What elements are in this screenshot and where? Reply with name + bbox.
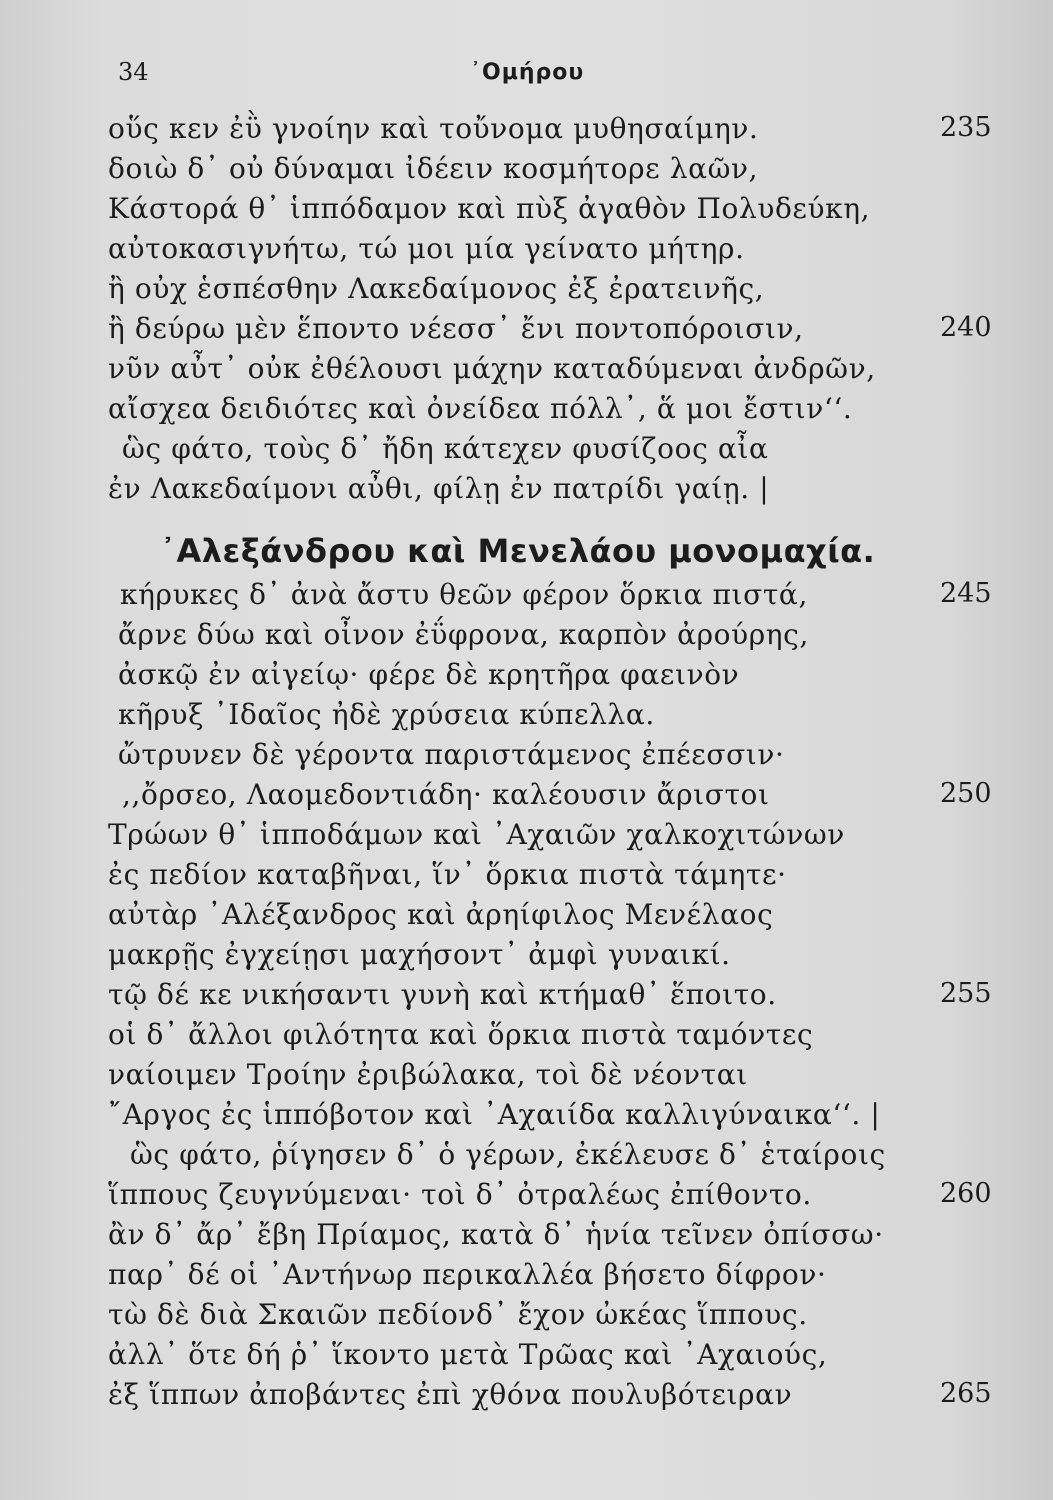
page-number: 34 xyxy=(118,58,149,86)
verse-text: ἀλλ᾽ ὅτε δή ῥ᾽ ἵκοντο μετὰ Τρῶας καὶ ᾽Αχαιούς, xyxy=(108,1338,828,1371)
verse-line xyxy=(0,192,1053,232)
verse-text: Κάστορά θ᾽ ἱππόδαμον καὶ πὺξ ἀγαθὸν Πολυδεύκη, xyxy=(108,192,871,225)
verse-text: ῎Αργος ἐς ἱππόβοτον καὶ ᾽Αχαιίδα καλλιγύναικα‘‘. | xyxy=(108,1098,881,1131)
verse-line xyxy=(0,112,1053,152)
verse-line xyxy=(0,1218,1053,1258)
verse-text: κήρυκες δ᾽ ἀνὰ ἄστυ θεῶν φέρον ὅρκια πιστά, xyxy=(120,578,808,611)
verse-line xyxy=(0,352,1053,392)
verse-text: οὕς κεν ἐῢ γνοίην καὶ τοὔνομα μυθησαίμην. xyxy=(108,112,759,145)
verse-text: τῷ δέ κε νικήσαντι γυνὴ καὶ κτήμαθ᾽ ἕποιτο. xyxy=(108,978,777,1011)
line-number: 260 xyxy=(940,1178,992,1209)
verse-line xyxy=(0,578,1053,618)
verse-line xyxy=(0,618,1053,658)
verse-line xyxy=(0,312,1053,352)
verse-line xyxy=(0,818,1053,858)
verse-line xyxy=(0,938,1053,978)
verse-text: ναίοιμεν Τροίην ἐριβώλακα, τοὶ δὲ νέονται xyxy=(108,1058,748,1091)
verse-text: ἀσκῷ ἐν αἰγείῳ· φέρε δὲ κρητῆρα φαεινὸν xyxy=(118,658,740,691)
verse-text: ὣς φάτο, ῥίγησεν δ᾽ ὁ γέρων, ἐκέλευσε δ᾽ ἑταίροις xyxy=(130,1138,886,1171)
verse-line xyxy=(0,1138,1053,1178)
verse-text: ὤτρυνεν δὲ γέροντα παριστάμενος ἐπέεσσιν· xyxy=(118,738,785,771)
verse-text: αὐτὰρ ᾽Αλέξανδρος καὶ ἀρηίφιλος Μενέλαος xyxy=(108,898,774,931)
verse-text: ὣς φάτο, τοὺς δ᾽ ἤδη κάτεχεν φυσίζοος αἶα xyxy=(122,432,769,465)
verse-line xyxy=(0,778,1053,818)
verse-text: ἐς πεδίον καταβῆναι, ἵν᾽ ὅρκια πιστὰ τάμητε· xyxy=(108,858,787,891)
verse-line xyxy=(0,1298,1053,1338)
line-number: 255 xyxy=(940,978,992,1009)
section-heading: ᾽Αλεξάνδρου καὶ Μενελάου μονομαχία. xyxy=(160,532,876,570)
verse-line xyxy=(0,1378,1053,1418)
verse-line xyxy=(0,472,1053,512)
verse-line xyxy=(0,1258,1053,1298)
verse-line xyxy=(0,698,1053,738)
verse-text: κῆρυξ ᾽Ιδαῖος ἠδὲ χρύσεια κύπελλα. xyxy=(118,698,655,731)
verse-text: ἄρνε δύω καὶ οἶνον ἐΰφρονα, καρπὸν ἀρούρης, xyxy=(118,618,809,651)
line-number: 245 xyxy=(940,578,992,609)
verse-line xyxy=(0,1338,1053,1378)
verse-line xyxy=(0,1178,1053,1218)
verse-text: ἂν δ᾽ ἄρ᾽ ἔβη Πρίαμος, κατὰ δ᾽ ἡνία τεῖνεν ὀπίσσω· xyxy=(108,1218,884,1251)
line-number: 265 xyxy=(940,1378,992,1409)
verse-text: μακρῇς ἐγχείῃσι μαχήσοντ᾽ ἀμφὶ γυναικί. xyxy=(108,938,731,971)
line-number: 235 xyxy=(940,112,992,143)
verse-text: δοιὼ δ᾽ οὐ δύναμαι ἰδέειν κοσμήτορε λαῶν, xyxy=(108,152,759,185)
verse-line xyxy=(0,738,1053,778)
verse-line xyxy=(0,1058,1053,1098)
verse-text: ἢ οὐχ ἑσπέσθην Λακεδαίμονος ἐξ ἐρατεινῆς, xyxy=(108,272,765,305)
verse-text: ἢ δεύρω μὲν ἕποντο νέεσσ᾽ ἔνι ποντοπόροισιν, xyxy=(108,312,804,345)
verse-text: ἐν Λακεδαίμονι αὖθι, φίλῃ ἐν πατρίδι γαίῃ. | xyxy=(108,472,770,505)
verse-line xyxy=(0,432,1053,472)
verse-text: τὼ δὲ διὰ Σκαιῶν πεδίονδ᾽ ἔχον ὠκέας ἵππους. xyxy=(108,1298,808,1331)
verse-text: ,,ὄρσεο, Λαομεδοντιάδη· καλέουσιν ἄριστοι xyxy=(122,778,770,811)
verse-line xyxy=(0,858,1053,898)
verse-text: αἴσχεα δειδιότες καὶ ὀνείδεα πόλλ᾽, ἅ μοι ἔστιν‘‘. xyxy=(108,392,853,425)
verse-line xyxy=(0,898,1053,938)
verse-line xyxy=(0,392,1053,432)
verse-line xyxy=(0,272,1053,312)
verse-text: ἵππους ζευγνύμεναι· τοὶ δ᾽ ὀτραλέως ἐπίθοντο. xyxy=(108,1178,812,1211)
verse-text: Τρώων θ᾽ ἱπποδάμων καὶ ᾽Αχαιῶν χαλκοχιτώνων xyxy=(108,818,845,851)
line-number: 250 xyxy=(940,778,992,809)
running-title: ᾽Ομήρου xyxy=(470,60,585,85)
verse-text: αὐτοκασιγνήτω, τώ μοι μία γείνατο μήτηρ. xyxy=(108,232,745,265)
verse-line xyxy=(0,1018,1053,1058)
verse-line xyxy=(0,152,1053,192)
verse-line xyxy=(0,978,1053,1018)
verse-text: οἱ δ᾽ ἄλλοι φιλότητα καὶ ὅρκια πιστὰ ταμόντες xyxy=(108,1018,814,1051)
verse-text: παρ᾽ δέ οἱ ᾽Αντήνωρ περικαλλέα βήσετο δίφρον· xyxy=(108,1258,827,1291)
verse-text: νῦν αὖτ᾽ οὐκ ἐθέλουσι μάχην καταδύμεναι ἀνδρῶν, xyxy=(108,352,876,385)
verse-line xyxy=(0,1098,1053,1138)
line-number: 240 xyxy=(940,312,992,343)
verse-line xyxy=(0,658,1053,698)
verse-text: ἐξ ἵππων ἀποβάντες ἐπὶ χθόνα πουλυβότειραν xyxy=(108,1378,793,1411)
verse-line xyxy=(0,232,1053,272)
